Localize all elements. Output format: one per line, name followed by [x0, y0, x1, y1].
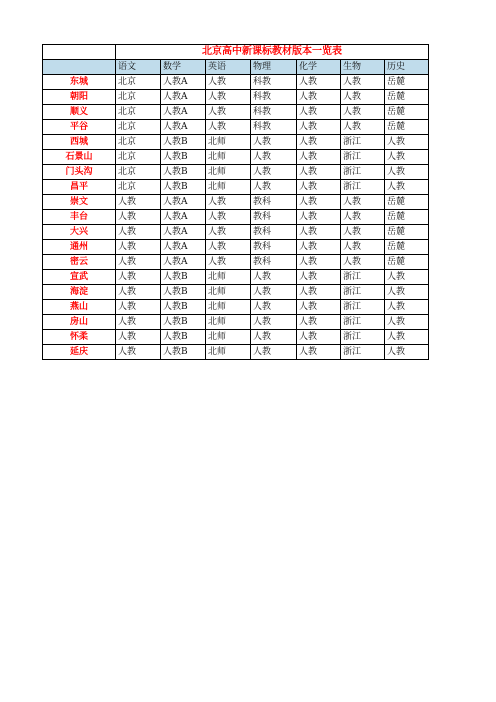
corner-cell[interactable]: [43, 60, 116, 75]
data-cell[interactable]: 科教: [251, 75, 297, 90]
textbook-table: [42, 44, 429, 360]
data-cell[interactable]: 人教: [251, 270, 297, 285]
data-cell[interactable]: 人教A: [161, 90, 206, 105]
district-cell[interactable]: 宣武: [43, 270, 116, 285]
table-row: [43, 165, 429, 180]
table-row: [43, 330, 429, 345]
table-row: [43, 345, 429, 360]
district-cell[interactable]: 朝阳: [43, 90, 116, 105]
data-cell[interactable]: 人教: [297, 120, 341, 135]
data-cell[interactable]: 人教B: [161, 270, 206, 285]
data-cell[interactable]: 科教: [251, 90, 297, 105]
table-row: [43, 150, 429, 165]
data-cell[interactable]: 人教: [251, 330, 297, 345]
data-cell[interactable]: 人教: [297, 135, 341, 150]
data-cell[interactable]: 岳麓: [385, 90, 429, 105]
data-cell[interactable]: 北京: [116, 180, 161, 195]
data-cell[interactable]: 浙江: [341, 180, 385, 195]
data-cell[interactable]: 人教: [385, 315, 429, 330]
district-cell[interactable]: 顺义: [43, 105, 116, 120]
data-cell[interactable]: 人教: [385, 270, 429, 285]
data-cell[interactable]: 人教: [116, 225, 161, 240]
district-cell[interactable]: 通州: [43, 240, 116, 255]
district-cell[interactable]: 大兴: [43, 225, 116, 240]
district-cell[interactable]: 东城: [43, 75, 116, 90]
district-cell[interactable]: 海淀: [43, 285, 116, 300]
data-cell[interactable]: 教科: [251, 240, 297, 255]
data-cell[interactable]: 人教: [297, 105, 341, 120]
data-cell[interactable]: 人教: [251, 315, 297, 330]
data-cell[interactable]: 人教: [297, 270, 341, 285]
data-cell[interactable]: 人教B: [161, 345, 206, 360]
data-cell[interactable]: 人教: [297, 240, 341, 255]
data-cell[interactable]: 人教B: [161, 135, 206, 150]
data-cell[interactable]: 北京: [116, 105, 161, 120]
data-cell[interactable]: 人教: [297, 90, 341, 105]
data-cell[interactable]: 人教B: [161, 150, 206, 165]
district-cell[interactable]: 崇文: [43, 195, 116, 210]
data-cell[interactable]: 人教: [297, 345, 341, 360]
data-cell[interactable]: 人教: [341, 120, 385, 135]
data-cell[interactable]: 浙江: [341, 270, 385, 285]
data-cell[interactable]: 人教: [341, 90, 385, 105]
data-cell[interactable]: 人教: [206, 210, 251, 225]
data-cell[interactable]: 人教: [251, 150, 297, 165]
data-cell[interactable]: 人教: [297, 180, 341, 195]
data-cell[interactable]: 岳麓: [385, 120, 429, 135]
data-cell[interactable]: 教科: [251, 210, 297, 225]
data-cell[interactable]: 人教: [251, 285, 297, 300]
data-cell[interactable]: 人教: [385, 300, 429, 315]
data-cell[interactable]: 人教: [297, 300, 341, 315]
table-row: [43, 240, 429, 255]
data-cell[interactable]: 人教: [116, 330, 161, 345]
data-cell[interactable]: 人教: [297, 150, 341, 165]
data-cell[interactable]: 人教: [116, 255, 161, 270]
header-chemistry[interactable]: 化学: [297, 60, 341, 75]
district-cell[interactable]: 石景山: [43, 150, 116, 165]
data-cell[interactable]: 科教: [251, 120, 297, 135]
data-cell[interactable]: 人教: [116, 210, 161, 225]
data-cell[interactable]: 浙江: [341, 135, 385, 150]
data-cell[interactable]: 人教A: [161, 240, 206, 255]
data-cell[interactable]: 人教A: [161, 120, 206, 135]
district-cell[interactable]: 怀柔: [43, 330, 116, 345]
data-cell[interactable]: 岳麓: [385, 225, 429, 240]
data-cell[interactable]: 人教: [341, 210, 385, 225]
table-row: [43, 105, 429, 120]
data-cell[interactable]: 人教: [116, 345, 161, 360]
data-cell[interactable]: 人教: [341, 195, 385, 210]
data-cell[interactable]: 人教: [297, 315, 341, 330]
data-cell[interactable]: 北师: [206, 285, 251, 300]
data-cell[interactable]: 人教: [385, 165, 429, 180]
data-cell[interactable]: 北京: [116, 120, 161, 135]
data-cell[interactable]: 北师: [206, 165, 251, 180]
data-cell[interactable]: 人教: [385, 285, 429, 300]
data-cell[interactable]: 人教A: [161, 75, 206, 90]
data-cell[interactable]: 人教: [251, 135, 297, 150]
data-cell[interactable]: 浙江: [341, 165, 385, 180]
data-cell[interactable]: 人教: [297, 255, 341, 270]
data-cell[interactable]: 北京: [116, 75, 161, 90]
table-row: [43, 255, 429, 270]
data-cell[interactable]: 人教: [297, 225, 341, 240]
data-cell[interactable]: 人教A: [161, 105, 206, 120]
table-row: [43, 75, 429, 90]
data-cell[interactable]: 人教: [116, 315, 161, 330]
data-cell[interactable]: 人教A: [161, 225, 206, 240]
data-cell[interactable]: 人教B: [161, 165, 206, 180]
data-cell[interactable]: 北师: [206, 270, 251, 285]
data-cell[interactable]: 人教A: [161, 255, 206, 270]
data-cell[interactable]: 北京: [116, 90, 161, 105]
table-row: [43, 270, 429, 285]
data-cell[interactable]: 人教B: [161, 300, 206, 315]
data-cell[interactable]: 人教: [297, 285, 341, 300]
header-physics[interactable]: 物理: [251, 60, 297, 75]
data-cell[interactable]: 人教: [297, 195, 341, 210]
data-cell[interactable]: 岳麓: [385, 240, 429, 255]
data-cell[interactable]: 科教: [251, 105, 297, 120]
data-cell[interactable]: 人教: [297, 330, 341, 345]
data-cell[interactable]: 人教: [341, 255, 385, 270]
district-cell[interactable]: 昌平: [43, 180, 116, 195]
data-cell[interactable]: 人教: [206, 240, 251, 255]
data-cell[interactable]: 北师: [206, 345, 251, 360]
data-cell[interactable]: 人教B: [161, 330, 206, 345]
table-row: [43, 225, 429, 240]
data-cell[interactable]: 浙江: [341, 315, 385, 330]
district-cell[interactable]: 延庆: [43, 345, 116, 360]
data-cell[interactable]: 北京: [116, 135, 161, 150]
district-cell[interactable]: 门头沟: [43, 165, 116, 180]
data-cell[interactable]: 人教: [385, 135, 429, 150]
data-cell[interactable]: 人教: [206, 90, 251, 105]
data-cell[interactable]: 人教: [206, 255, 251, 270]
data-cell[interactable]: 北师: [206, 180, 251, 195]
data-cell[interactable]: 岳麓: [385, 210, 429, 225]
table-row: [43, 315, 429, 330]
data-cell[interactable]: 人教: [206, 105, 251, 120]
district-cell[interactable]: 西城: [43, 135, 116, 150]
data-cell[interactable]: 人教B: [161, 180, 206, 195]
header-history[interactable]: 历史: [385, 60, 429, 75]
header-row: [43, 60, 429, 75]
district-cell[interactable]: 平谷: [43, 120, 116, 135]
data-cell[interactable]: 人教A: [161, 195, 206, 210]
data-cell[interactable]: 人教: [297, 165, 341, 180]
title-row: [43, 45, 429, 60]
data-cell[interactable]: 人教: [116, 285, 161, 300]
district-cell[interactable]: 燕山: [43, 300, 116, 315]
data-cell[interactable]: 人教: [385, 330, 429, 345]
spreadsheet: [42, 44, 429, 360]
data-cell[interactable]: 北师: [206, 315, 251, 330]
data-cell[interactable]: 人教: [116, 270, 161, 285]
header-chinese[interactable]: 语文: [116, 60, 161, 75]
data-cell[interactable]: 人教: [385, 345, 429, 360]
data-cell[interactable]: 人教: [206, 75, 251, 90]
data-cell[interactable]: 教科: [251, 225, 297, 240]
header-biology[interactable]: 生物: [341, 60, 385, 75]
data-cell[interactable]: 浙江: [341, 300, 385, 315]
data-cell[interactable]: 北师: [206, 300, 251, 315]
district-cell[interactable]: 密云: [43, 255, 116, 270]
table-row: [43, 195, 429, 210]
data-cell[interactable]: 人教: [206, 225, 251, 240]
table-title[interactable]: 北京高中新课标教材版本一览表: [116, 45, 429, 60]
data-cell[interactable]: 人教: [116, 300, 161, 315]
data-cell[interactable]: 人教B: [161, 285, 206, 300]
data-cell[interactable]: 教科: [251, 255, 297, 270]
data-cell[interactable]: 人教: [251, 180, 297, 195]
data-cell[interactable]: 人教: [341, 75, 385, 90]
data-cell[interactable]: 北京: [116, 165, 161, 180]
table-row: [43, 135, 429, 150]
data-cell[interactable]: 岳麓: [385, 195, 429, 210]
data-cell[interactable]: 岳麓: [385, 105, 429, 120]
data-cell[interactable]: 北师: [206, 330, 251, 345]
data-cell[interactable]: 人教: [341, 225, 385, 240]
data-cell[interactable]: 北师: [206, 135, 251, 150]
district-cell[interactable]: 房山: [43, 315, 116, 330]
data-cell[interactable]: 浙江: [341, 285, 385, 300]
data-cell[interactable]: 岳麓: [385, 75, 429, 90]
table-row: [43, 120, 429, 135]
table-row: [43, 180, 429, 195]
data-cell[interactable]: 人教: [251, 345, 297, 360]
data-cell[interactable]: 人教: [116, 195, 161, 210]
data-cell[interactable]: 人教: [385, 150, 429, 165]
data-cell[interactable]: 人教: [297, 75, 341, 90]
data-cell[interactable]: 浙江: [341, 330, 385, 345]
data-cell[interactable]: 人教: [385, 180, 429, 195]
data-cell[interactable]: 浙江: [341, 150, 385, 165]
table-row: [43, 285, 429, 300]
data-cell[interactable]: 北师: [206, 150, 251, 165]
data-cell[interactable]: 人教: [116, 240, 161, 255]
data-cell[interactable]: 人教: [206, 120, 251, 135]
table-row: [43, 300, 429, 315]
header-math[interactable]: 数学: [161, 60, 206, 75]
data-cell[interactable]: 人教: [251, 165, 297, 180]
data-cell[interactable]: 人教: [251, 300, 297, 315]
district-cell[interactable]: 丰台: [43, 210, 116, 225]
table-row: [43, 90, 429, 105]
data-cell[interactable]: 人教: [297, 210, 341, 225]
header-english[interactable]: 英语: [206, 60, 251, 75]
data-cell[interactable]: 人教: [341, 105, 385, 120]
data-cell[interactable]: 人教B: [161, 315, 206, 330]
data-cell[interactable]: 人教A: [161, 210, 206, 225]
data-cell[interactable]: 岳麓: [385, 255, 429, 270]
table-row: [43, 210, 429, 225]
data-cell[interactable]: 北京: [116, 150, 161, 165]
data-cell[interactable]: 人教: [206, 195, 251, 210]
data-cell[interactable]: 浙江: [341, 345, 385, 360]
data-cell[interactable]: 教科: [251, 195, 297, 210]
data-cell[interactable]: 人教: [341, 240, 385, 255]
